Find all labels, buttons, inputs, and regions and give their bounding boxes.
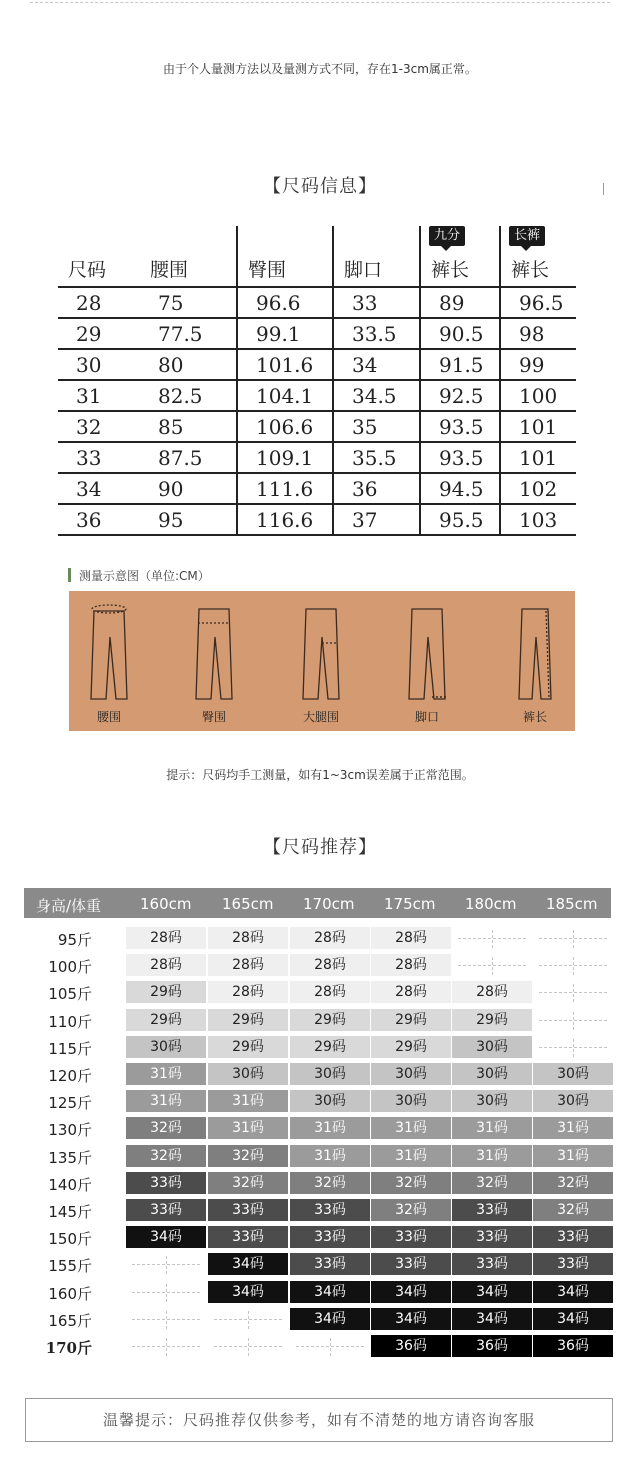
size-cell: 28码: [208, 927, 288, 949]
height-160: 160cm: [140, 895, 192, 913]
size-table-cell: 96.5: [500, 287, 576, 318]
size-cell: 32码: [126, 1117, 206, 1139]
size-cell: 33码: [452, 1199, 532, 1221]
waist-figure: [69, 599, 149, 729]
size-table-cell: 36: [58, 504, 140, 535]
size-table-header-row: [58, 226, 576, 287]
size-cell: 32码: [371, 1199, 451, 1221]
size-cell: 34码: [208, 1281, 288, 1303]
pants-thigh-icon: [281, 599, 361, 709]
size-table-cell: 33: [58, 442, 140, 473]
weight-label: 115斤: [48, 1039, 92, 1058]
size-table-row: [58, 473, 576, 504]
size-cell: 33码: [452, 1253, 532, 1275]
size-cell: 29码: [290, 1036, 370, 1058]
size-cell: 31码: [371, 1117, 451, 1139]
size-cell: 28码: [452, 981, 532, 1003]
header-waist: 腰围: [140, 226, 237, 287]
size-cell: 29码: [126, 1009, 206, 1031]
size-table-cell: 106.6: [237, 411, 333, 442]
size-cell: 34码: [533, 1308, 613, 1330]
size-table-cell: 99.1: [237, 318, 333, 349]
weight-label: 170斤: [45, 1339, 92, 1357]
size-cell: 29码: [371, 1009, 451, 1031]
weight-label: 165斤: [48, 1311, 92, 1330]
size-table-cell: 75: [140, 287, 237, 318]
size-cell: 30码: [126, 1036, 206, 1058]
weight-label: 130斤: [48, 1121, 92, 1140]
size-table-cell: 95: [140, 504, 237, 535]
weight-label: 140斤: [48, 1175, 92, 1194]
empty-cell-dash: [573, 930, 574, 948]
size-cell: 34码: [126, 1226, 206, 1248]
size-cell: 31码: [452, 1145, 532, 1167]
empty-cell-dash: [330, 1338, 331, 1356]
weight-label: 135斤: [48, 1148, 92, 1167]
hip-figure: [174, 599, 254, 729]
size-table-cell: 31: [58, 380, 140, 411]
empty-cell-dash: [573, 1012, 574, 1030]
empty-cell-dash: [492, 930, 493, 948]
size-cell: 29码: [126, 981, 206, 1003]
size-cell: 36码: [533, 1335, 613, 1357]
header-length-full: 长裤 裤长: [500, 226, 576, 287]
size-table-row: [58, 318, 576, 349]
measurement-note-top: 由于个人量测方法以及量测方式不同，存在1-3cm属正常。: [163, 62, 477, 76]
empty-cell-dash: [166, 1338, 167, 1356]
size-cell: 30码: [371, 1063, 451, 1085]
size-cell: 28码: [371, 927, 451, 949]
size-table-row: [58, 411, 576, 442]
empty-cell-dash: [573, 957, 574, 975]
size-cell: 34码: [371, 1308, 451, 1330]
size-table-cell: 29: [58, 318, 140, 349]
size-table-cell: 95.5: [420, 504, 500, 535]
size-table-cell: 103: [500, 504, 576, 535]
size-info-table: [58, 226, 576, 536]
size-cell: 30码: [290, 1063, 370, 1085]
weight-label: 150斤: [48, 1230, 92, 1249]
size-cell: 31码: [452, 1117, 532, 1139]
size-table-cell: 116.6: [237, 504, 333, 535]
size-cell: 28码: [126, 954, 206, 976]
size-cell: 29码: [208, 1036, 288, 1058]
size-cell: 28码: [208, 981, 288, 1003]
size-table-cell: 102: [500, 473, 576, 504]
weight-label: 125斤: [48, 1094, 92, 1113]
size-table-cell: 92.5: [420, 380, 500, 411]
figure-label-hem: 脚口: [414, 710, 439, 724]
figure-label-thigh: 大腿围: [302, 710, 339, 724]
size-cell: 33码: [371, 1226, 451, 1248]
size-table-cell: 77.5: [140, 318, 237, 349]
weight-label: 110斤: [48, 1012, 92, 1031]
size-cell: 28码: [290, 981, 370, 1003]
size-table-cell: 33: [333, 287, 420, 318]
size-table-cell: 90.5: [420, 318, 500, 349]
size-table-cell: 91.5: [420, 349, 500, 380]
size-cell: 34码: [290, 1308, 370, 1330]
empty-cell-dash: [248, 1311, 249, 1329]
pants-hip-icon: [174, 599, 254, 709]
size-cell: 28码: [290, 927, 370, 949]
header-size: 尺码: [58, 226, 140, 287]
size-cell: 28码: [371, 981, 451, 1003]
size-cell: 30码: [452, 1063, 532, 1085]
empty-cell-dash: [166, 1311, 167, 1329]
size-cell: 33码: [290, 1253, 370, 1275]
size-cell: 32码: [126, 1145, 206, 1167]
size-cell: 30码: [452, 1090, 532, 1112]
height-170: 170cm: [303, 895, 355, 913]
size-table-cell: 30: [58, 349, 140, 380]
size-cell: 31码: [371, 1145, 451, 1167]
size-table-cell: 98: [500, 318, 576, 349]
figure-label-length: 裤长: [522, 710, 547, 724]
size-cell: 30码: [533, 1063, 613, 1085]
size-cell: 34码: [208, 1253, 288, 1275]
hem-figure: [387, 599, 467, 729]
size-cell: 28码: [208, 954, 288, 976]
weight-label: 105斤: [48, 985, 92, 1004]
size-cell: 33码: [126, 1199, 206, 1221]
size-cell: 32码: [533, 1172, 613, 1194]
size-cell: 31码: [126, 1090, 206, 1112]
figure-label-hip: 臀围: [201, 710, 226, 724]
weight-label: 155斤: [48, 1257, 92, 1276]
weight-label: 95斤: [57, 931, 92, 949]
footer-tip-box: [25, 1398, 613, 1442]
size-table-cell: 33.5: [333, 318, 420, 349]
size-cell: 28码: [126, 927, 206, 949]
size-cell: 30码: [452, 1036, 532, 1058]
size-cell: 29码: [452, 1009, 532, 1031]
weight-label: 100斤: [48, 958, 92, 977]
size-table-cell: 35: [333, 411, 420, 442]
size-table-cell: 28: [58, 287, 140, 318]
size-cell: 32码: [208, 1172, 288, 1194]
size-cell: 31码: [533, 1117, 613, 1139]
size-table-cell: 93.5: [420, 442, 500, 473]
size-table-cell: 94.5: [420, 473, 500, 504]
size-table-cell: 82.5: [140, 380, 237, 411]
size-cell: 28码: [371, 954, 451, 976]
height-185: 185cm: [546, 895, 598, 913]
size-cell: 33码: [290, 1226, 370, 1248]
size-cell: 34码: [452, 1281, 532, 1303]
size-cell: 33码: [208, 1199, 288, 1221]
size-table-cell: 80: [140, 349, 237, 380]
size-table-cell: 101.6: [237, 349, 333, 380]
size-table-row: [58, 380, 576, 411]
height-165: 165cm: [222, 895, 274, 913]
size-cell: 33码: [371, 1253, 451, 1275]
full-length-tag: 长裤: [509, 226, 545, 246]
size-cell: 29码: [290, 1009, 370, 1031]
size-table-cell: 90: [140, 473, 237, 504]
size-cell: 31码: [290, 1117, 370, 1139]
size-cell: 31码: [533, 1145, 613, 1167]
size-table-cell: 34.5: [333, 380, 420, 411]
header-hem: 脚口: [333, 226, 420, 287]
top-divider: [30, 2, 610, 3]
size-cell: 32码: [290, 1172, 370, 1194]
weight-label: 120斤: [48, 1067, 92, 1085]
size-cell: 33码: [290, 1199, 370, 1221]
size-cell: 31码: [208, 1117, 288, 1139]
size-table-cell: 85: [140, 411, 237, 442]
size-cell: 34码: [533, 1281, 613, 1303]
size-table-cell: 37: [333, 504, 420, 535]
recommend-header: [24, 888, 611, 918]
size-info-title: 【尺码信息】: [263, 176, 377, 197]
measurement-note: 提示：尺码均手工测量，如有1~3cm误差属于正常范围。: [166, 768, 474, 782]
pants-waist-icon: [69, 599, 149, 709]
size-table-cell: 87.5: [140, 442, 237, 473]
size-table-cell: 109.1: [237, 442, 333, 473]
size-recommend-title: 【尺码推荐】: [263, 837, 377, 858]
size-cell: 30码: [533, 1090, 613, 1112]
size-table-row: [58, 287, 576, 318]
size-cell: 36码: [452, 1335, 532, 1357]
size-cell: 30码: [371, 1090, 451, 1112]
size-cell: 29码: [208, 1009, 288, 1031]
corner-label: 身高/体重: [36, 897, 102, 915]
size-table-row: [58, 504, 576, 535]
empty-cell-dash: [573, 984, 574, 1002]
size-table-cell: 99: [500, 349, 576, 380]
measure-diagram-title: 测量示意图（单位:CM）: [68, 567, 210, 584]
thigh-figure: [281, 599, 361, 729]
size-cell: 34码: [452, 1308, 532, 1330]
size-table-cell: 101: [500, 411, 576, 442]
cropped-tag: 九分: [429, 226, 465, 246]
size-table-cell: 34: [58, 473, 140, 504]
size-cell: 33码: [208, 1226, 288, 1248]
size-table-cell: 101: [500, 442, 576, 473]
edge-mark: [603, 183, 604, 195]
measure-diagram-panel: [69, 591, 575, 731]
size-table-row: [58, 442, 576, 473]
size-cell: 30码: [208, 1063, 288, 1085]
size-table-cell: 100: [500, 380, 576, 411]
size-table-cell: 35.5: [333, 442, 420, 473]
size-cell: 33码: [126, 1172, 206, 1194]
size-table-cell: 104.1: [237, 380, 333, 411]
size-cell: 34码: [371, 1281, 451, 1303]
size-cell: 30码: [290, 1090, 370, 1112]
size-cell: 31码: [126, 1063, 206, 1085]
size-table-cell: 93.5: [420, 411, 500, 442]
size-table-cell: 36: [333, 473, 420, 504]
size-cell: 36码: [371, 1335, 451, 1357]
pants-hem-icon: [387, 599, 467, 709]
header-hip: 臀围: [237, 226, 333, 287]
size-cell: 32码: [452, 1172, 532, 1194]
height-180: 180cm: [465, 895, 517, 913]
size-table-cell: 111.6: [237, 473, 333, 504]
size-cell: 31码: [208, 1090, 288, 1112]
size-table-cell: 34: [333, 349, 420, 380]
size-cell: 28码: [290, 954, 370, 976]
header-length-cropped: 九分 裤长: [420, 226, 500, 287]
height-175: 175cm: [384, 895, 436, 913]
empty-cell-dash: [166, 1256, 167, 1274]
size-table-cell: 96.6: [237, 287, 333, 318]
weight-label: 160斤: [48, 1284, 92, 1303]
empty-cell-dash: [492, 957, 493, 975]
size-cell: 32码: [208, 1145, 288, 1167]
size-cell: 33码: [452, 1226, 532, 1248]
size-cell: 34码: [290, 1281, 370, 1303]
size-table-cell: 89: [420, 287, 500, 318]
pants-length-icon: [495, 599, 575, 709]
size-table-row: [58, 349, 576, 380]
size-cell: 33码: [533, 1253, 613, 1275]
size-cell: 32码: [371, 1172, 451, 1194]
length-figure: [495, 599, 575, 729]
size-cell: 29码: [371, 1036, 451, 1058]
size-cell: 32码: [533, 1199, 613, 1221]
size-cell: 31码: [290, 1145, 370, 1167]
empty-cell-dash: [573, 1039, 574, 1057]
weight-label: 145斤: [48, 1203, 92, 1221]
empty-cell-dash: [248, 1338, 249, 1356]
footer-tip: 温馨提示：尺码推荐仅供参考，如有不清楚的地方请咨询客服: [102, 1411, 535, 1429]
size-cell: 33码: [533, 1226, 613, 1248]
figure-label-waist: 腰围: [96, 710, 121, 724]
empty-cell-dash: [166, 1284, 167, 1302]
size-table-cell: 32: [58, 411, 140, 442]
